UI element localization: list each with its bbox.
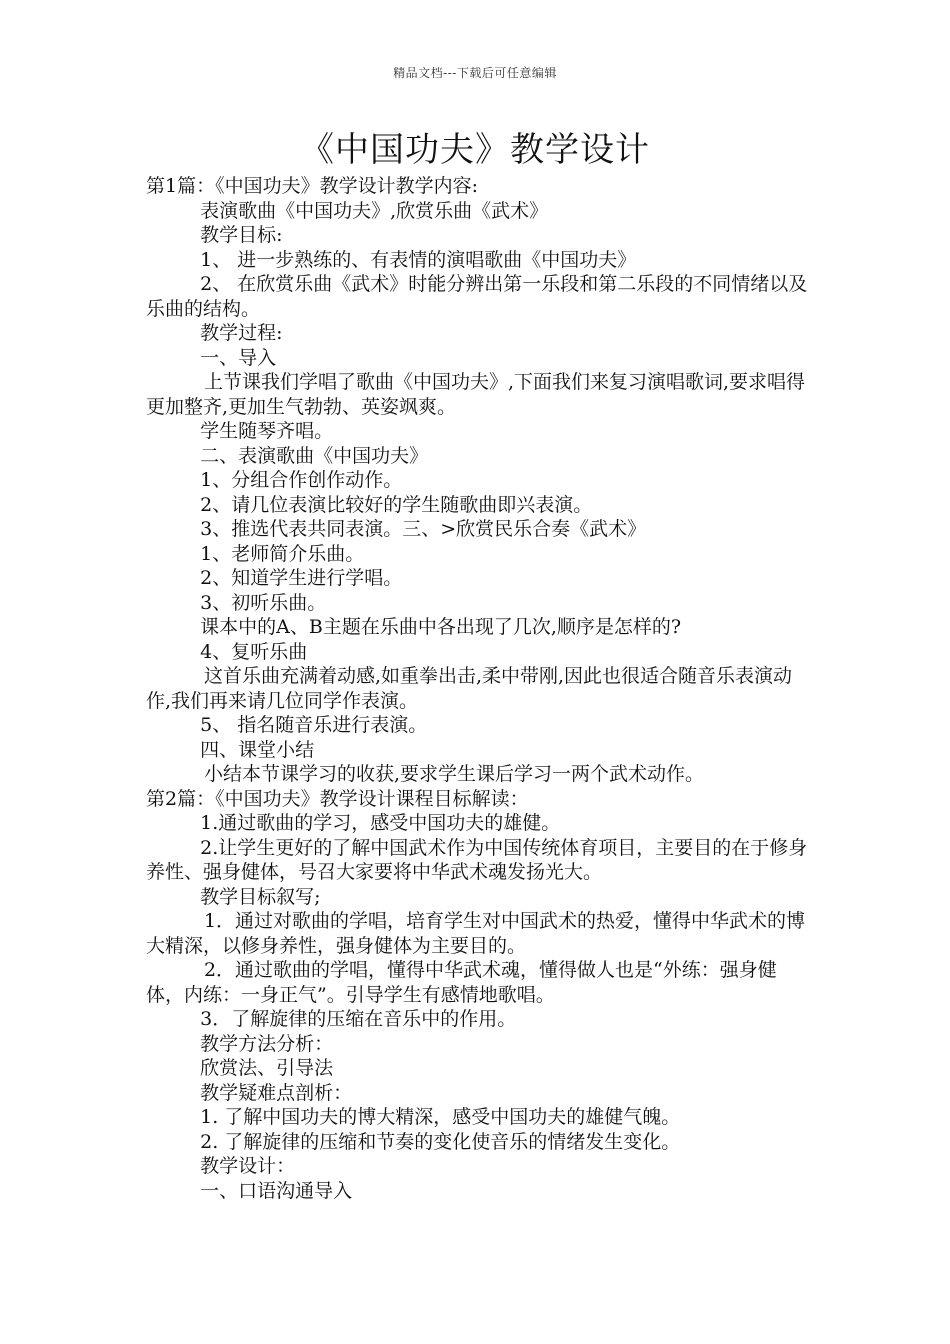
paragraph: 2、请几位表演比较好的学生随歌曲即兴表演。: [200, 493, 593, 516]
paragraph: 3、初听乐曲。: [200, 591, 327, 614]
paragraph: 1、分组合作创作动作。: [200, 469, 403, 491]
paragraph: 5、 指名随音乐进行表演。: [200, 714, 428, 736]
paragraph: 欣赏法、引导法: [200, 1057, 334, 1079]
paragraph: 4、复听乐曲: [200, 640, 308, 663]
section-heading-1: 第1篇：《中国功夫》教学设计教学内容:: [146, 175, 478, 197]
paragraph: 教学设计：: [200, 1155, 296, 1177]
paragraph: 1. 了解中国功夫的博大精深，感受中国功夫的雄健气魄。: [200, 1106, 681, 1128]
paragraph: 教学方法分析：: [200, 1032, 334, 1055]
paragraph: 一、口语沟通导入: [200, 1179, 353, 1202]
paragraph: 这首乐曲充满着动感,如重拳出击,柔中带刚,因此也很适合随音乐表演动作,我们再来请几位同学作表演。: [146, 665, 793, 712]
page-header: 精品文档---下载后可任意编辑: [393, 66, 557, 80]
document-body: [146, 174, 808, 1203]
paragraph: 3．了解旋律的压缩在音乐中的作用。: [200, 1008, 517, 1030]
paragraph: 学生随琴齐唱。: [200, 420, 334, 442]
paragraph: 二、表演歌曲《中国功夫》: [200, 444, 429, 467]
paragraph: 小结本节课学习的收获,要求学生课后学习一两个武术动作。: [203, 763, 704, 785]
paragraph: 教学过程:: [200, 322, 283, 344]
paragraph: 教学疑难点剖析：: [200, 1081, 353, 1104]
paragraph: 教学目标叙写;: [200, 885, 321, 908]
paragraph: 1.通过歌曲的学习，感受中国功夫的雄健。: [200, 812, 561, 834]
section-heading-2: 第2篇：《中国功夫》教学设计课程目标解读：: [146, 787, 529, 810]
paragraph: 一、导入: [200, 346, 277, 369]
paragraph: 2．通过歌曲的学唱，懂得中华武术魂，懂得做人也是“外练：强身健体，内练：一身正气”。引导学生有感情地歌唱。: [146, 959, 777, 1006]
paragraph: 课本中的A、B主题在乐曲中各出现了几次,顺序是怎样的?: [200, 616, 682, 638]
paragraph: 2.让学生更好的了解中国武术作为中国传统体育项目，主要目的在于修身养性、强身健体，号召大家要将中华武术魂发扬光大。: [146, 836, 808, 883]
paragraph: 2. 了解旋律的压缩和节奏的变化使音乐的情绪发生变化。: [200, 1130, 681, 1153]
paragraph: 1．通过对歌曲的学唱，培育学生对中国武术的热爱，懂得中华武术的博大精深，以修身养性，强身健体为主要目的。: [146, 910, 806, 957]
paragraph: 四、课堂小结: [200, 738, 315, 761]
paragraph: 上节课我们学唱了歌曲《中国功夫》,下面我们来复习演唱歌词,要求唱得更加整齐,更加生气勃勃、英姿飒爽。: [146, 371, 806, 418]
document-title: 《中国功夫》教学设计: [300, 130, 650, 170]
paragraph: 1、老师简介乐曲。: [200, 542, 365, 565]
paragraph: 表演歌曲《中国功夫》,欣赏乐曲《武术》: [200, 199, 549, 222]
paragraph: 2、知道学生进行学唱。: [200, 567, 403, 589]
paragraph: 教学目标:: [200, 224, 283, 246]
paragraph: 1、 进一步熟练的、有表情的演唱歌曲《中国功夫》: [200, 248, 637, 271]
paragraph: 2、 在欣赏乐曲《武术》时能分辨出第一乐段和第二乐段的不同情绪以及乐曲的结构。: [146, 273, 808, 320]
paragraph: 3、推选代表共同表演。三、>欣赏民乐合奏《武术》: [200, 518, 647, 540]
